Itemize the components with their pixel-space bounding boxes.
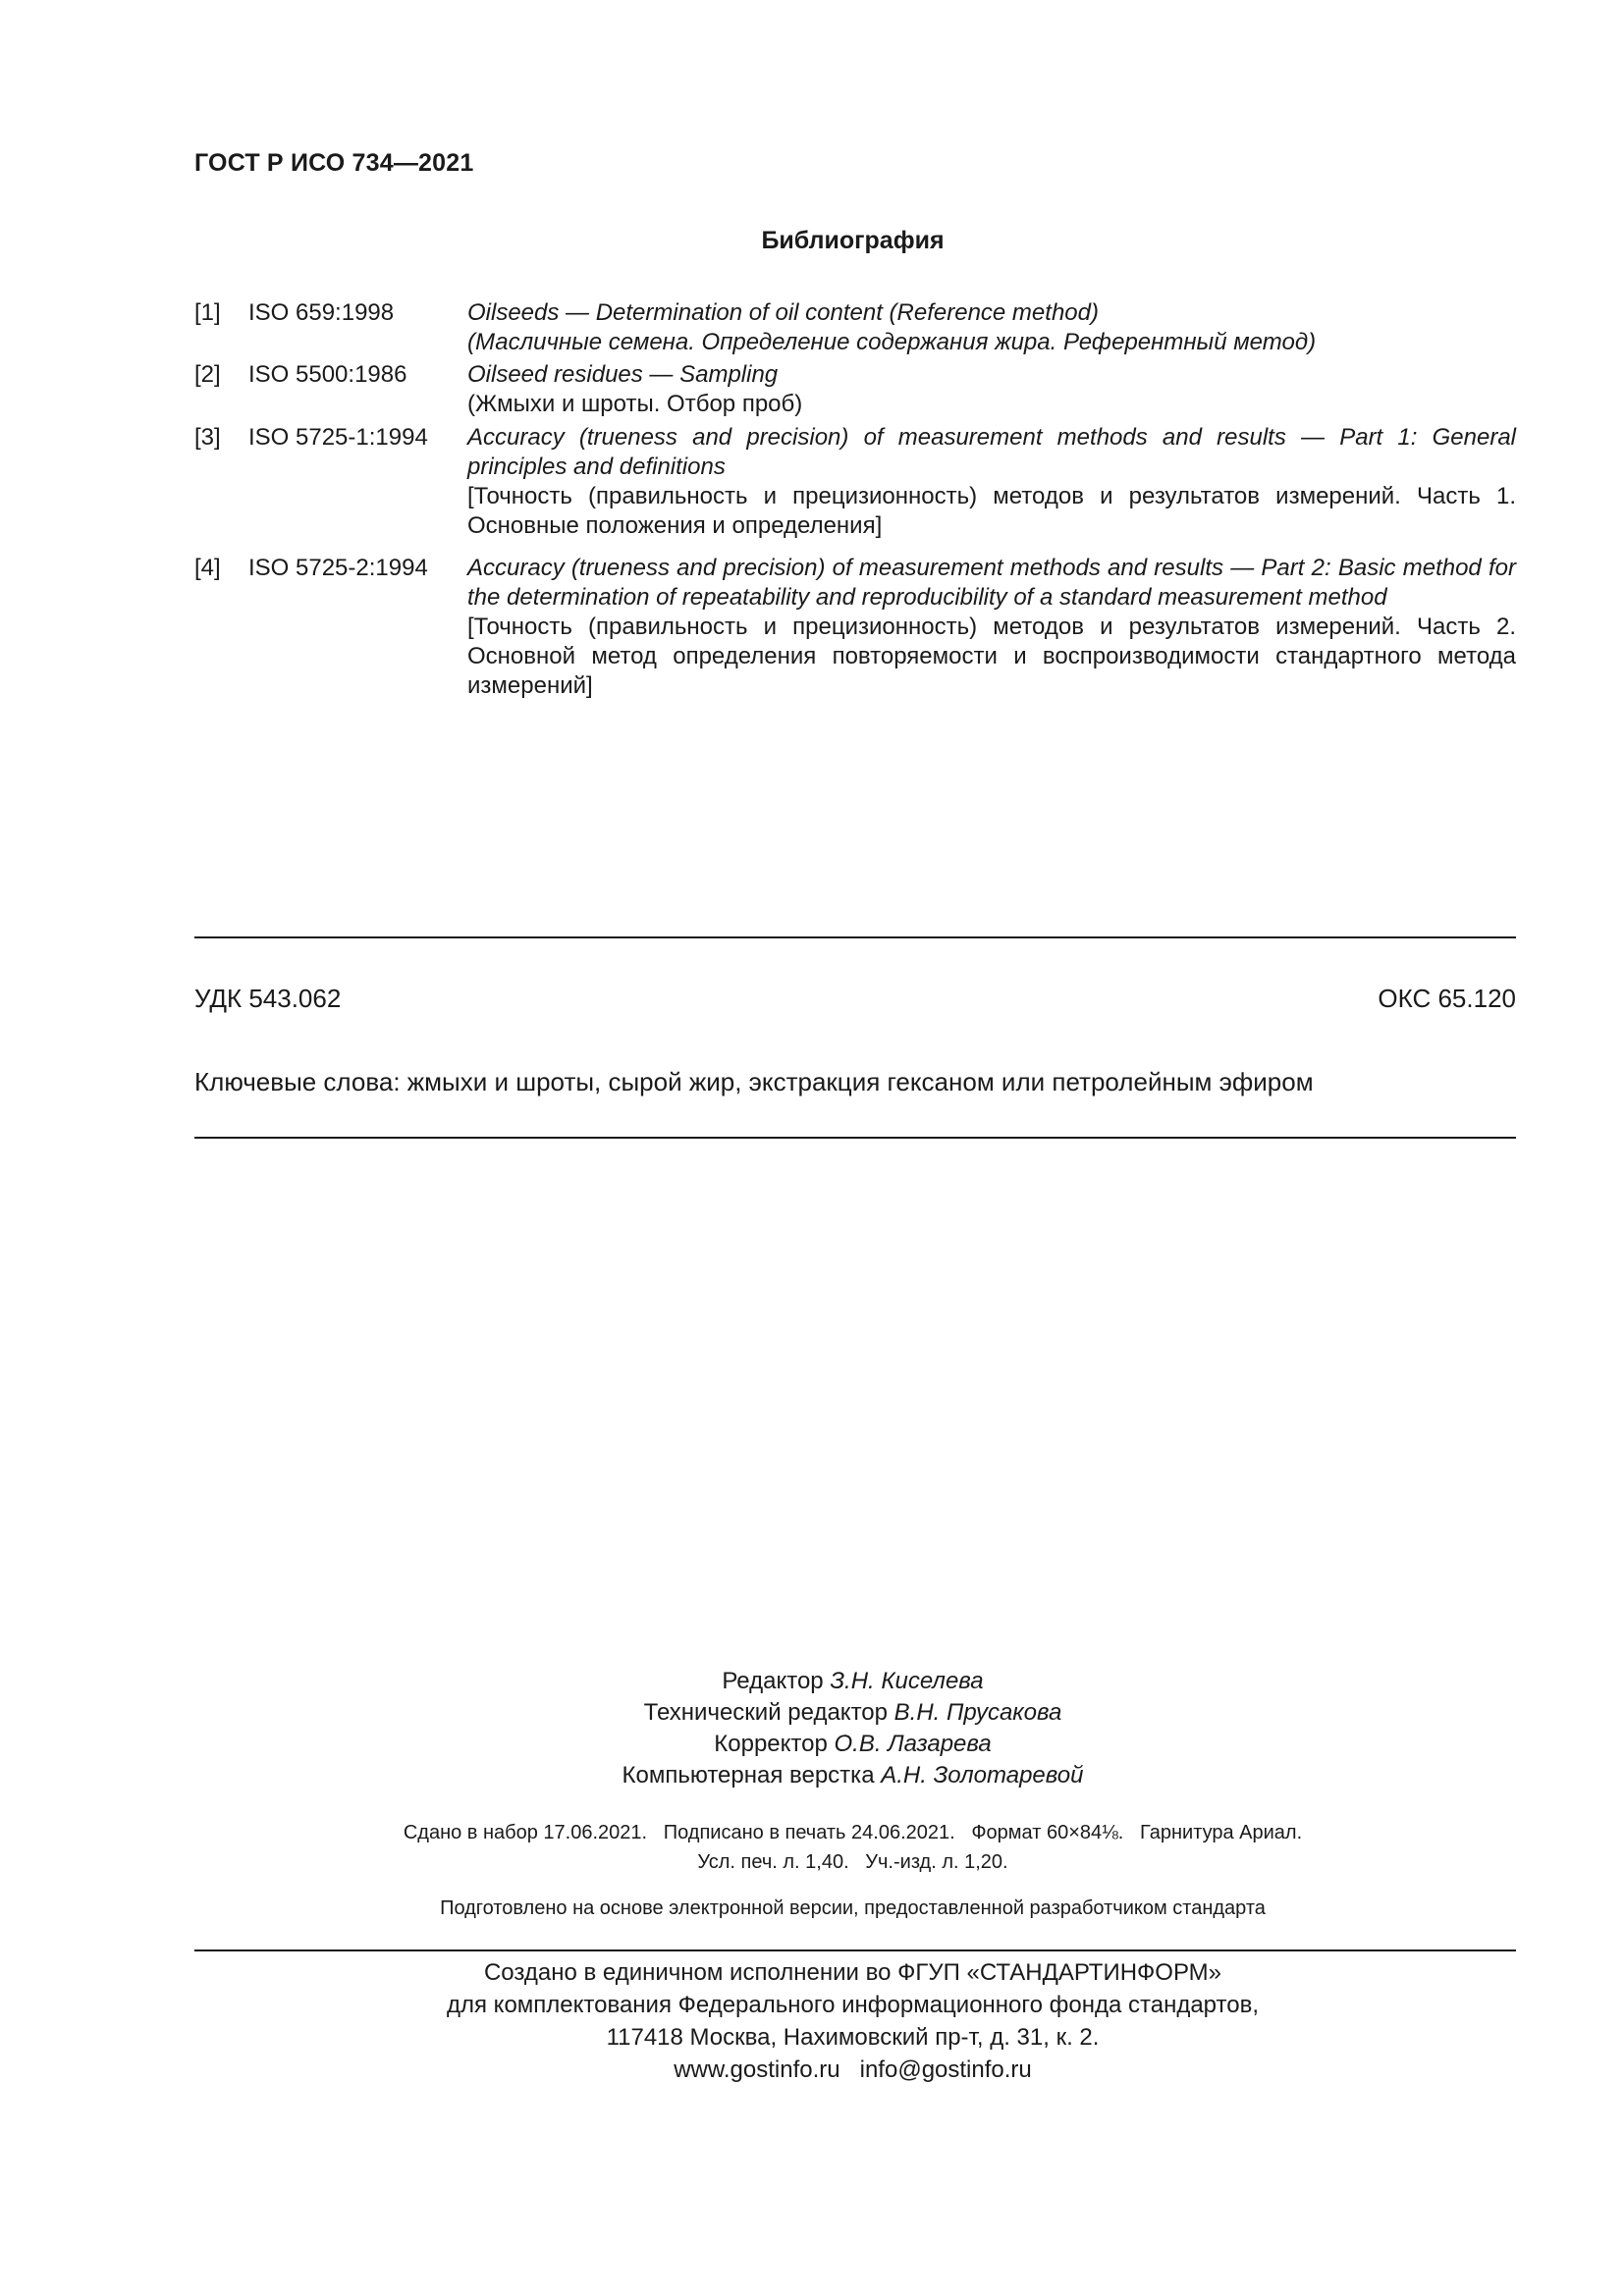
bibliography-entry-2 (194, 360, 1515, 421)
divider-publisher (194, 1949, 1516, 1951)
publisher-line-3: 117418 Москва, Нахимовский пр-т, д. 31, к. 2. (606, 2024, 1100, 2051)
divider-top (194, 936, 1516, 938)
ref-standard-code: ISO 5725-2:1994 (248, 555, 428, 581)
bibliography-entry-4 (194, 554, 1515, 706)
ref-standard-code: ISO 659:1998 (248, 299, 395, 326)
ref-title-en: Oilseed residues — Sampling (467, 361, 779, 388)
ref-body (467, 554, 1516, 701)
standard-id: ГОСТ Р ИСО 734—2021 (194, 149, 474, 177)
ref-title-en: Accuracy (trueness and precision) of measurement methods and results — Part 2: Basic method for the determination of repeatability and reproducibility of a standard measurement method (467, 555, 1516, 611)
ref-standard-code: ISO 5725-1:1994 (248, 424, 428, 451)
bibliography-entry-3 (194, 423, 1515, 545)
ref-title-en: Oilseeds — Determination of oil content (Reference method) (467, 299, 1099, 326)
credit-tech-editor: Технический редактор В.Н. Прусакова (643, 1699, 1062, 1726)
ref-body (467, 360, 1516, 419)
publisher-contacts: www.gostinfo.ru info@gostinfo.ru (674, 2056, 1032, 2083)
publisher-line-1: Создано в единичном исполнении во ФГУП «СТАНДАРТИНФОРМ» (483, 1959, 1222, 1986)
bibliography-entry-1 (194, 298, 1515, 359)
ref-number: [4] (194, 555, 221, 581)
credit-editor: Редактор З.Н. Киселева (722, 1668, 984, 1694)
ref-number: [1] (194, 299, 221, 326)
ref-title-ru: [Точность (правильность и прецизионность) методов и результатов измерений. Часть 2. Основной метод определения повторяемости и воспроизводимости стандартного метода измерений] (467, 614, 1516, 699)
divider-bottom (194, 1137, 1516, 1139)
credit-layout: Компьютерная верстка А.Н. Золотаревой (622, 1762, 1084, 1789)
ref-title-en: Accuracy (trueness and precision) of measurement methods and results — Part 1: General principles and definitions (467, 424, 1516, 480)
publisher-line-2: для комплектования Федерального информационного фонда стандартов, (447, 1992, 1259, 2018)
publication-info-line-2: Усл. печ. л. 1,40. Уч.-изд. л. 1,20. (697, 1851, 1008, 1873)
publication-info-line-1: Сдано в набор 17.06.2021. Подписано в печать 24.06.2021. Формат 60×84⅛. Гарнитура Ариал. (403, 1822, 1303, 1843)
bibliography-title: Библиография (761, 227, 945, 254)
ref-standard-code: ISO 5500:1986 (248, 361, 407, 388)
ref-title-ru: (Жмыхи и шроты. Отбор проб) (467, 391, 803, 417)
oks-code: ОКС 65.120 (1378, 984, 1516, 1013)
keywords: Ключевые слова: жмыхи и шроты, сырой жир, экстракция гексаном или петролейным эфиром (194, 1067, 1314, 1096)
ref-number: [3] (194, 424, 221, 451)
publisher-block (0, 1956, 1624, 2086)
ref-body (467, 298, 1516, 357)
ref-body (467, 423, 1516, 541)
prepared-note: Подготовлено на основе электронной версии, предоставленной разработчиком стандарта (440, 1897, 1266, 1919)
ref-title-ru: (Масличные семена. Определение содержания жира. Референтный метод) (467, 329, 1317, 355)
publication-info (0, 1818, 1624, 1877)
ref-title-ru: [Точность (правильность и прецизионность) методов и результатов измерений. Часть 1. Основные положения и определения] (467, 483, 1516, 539)
credit-corrector: Корректор О.В. Лазарева (714, 1731, 992, 1757)
ref-number: [2] (194, 361, 221, 388)
udk-code: УДК 543.062 (194, 984, 342, 1013)
credits-block (0, 1666, 1624, 1791)
